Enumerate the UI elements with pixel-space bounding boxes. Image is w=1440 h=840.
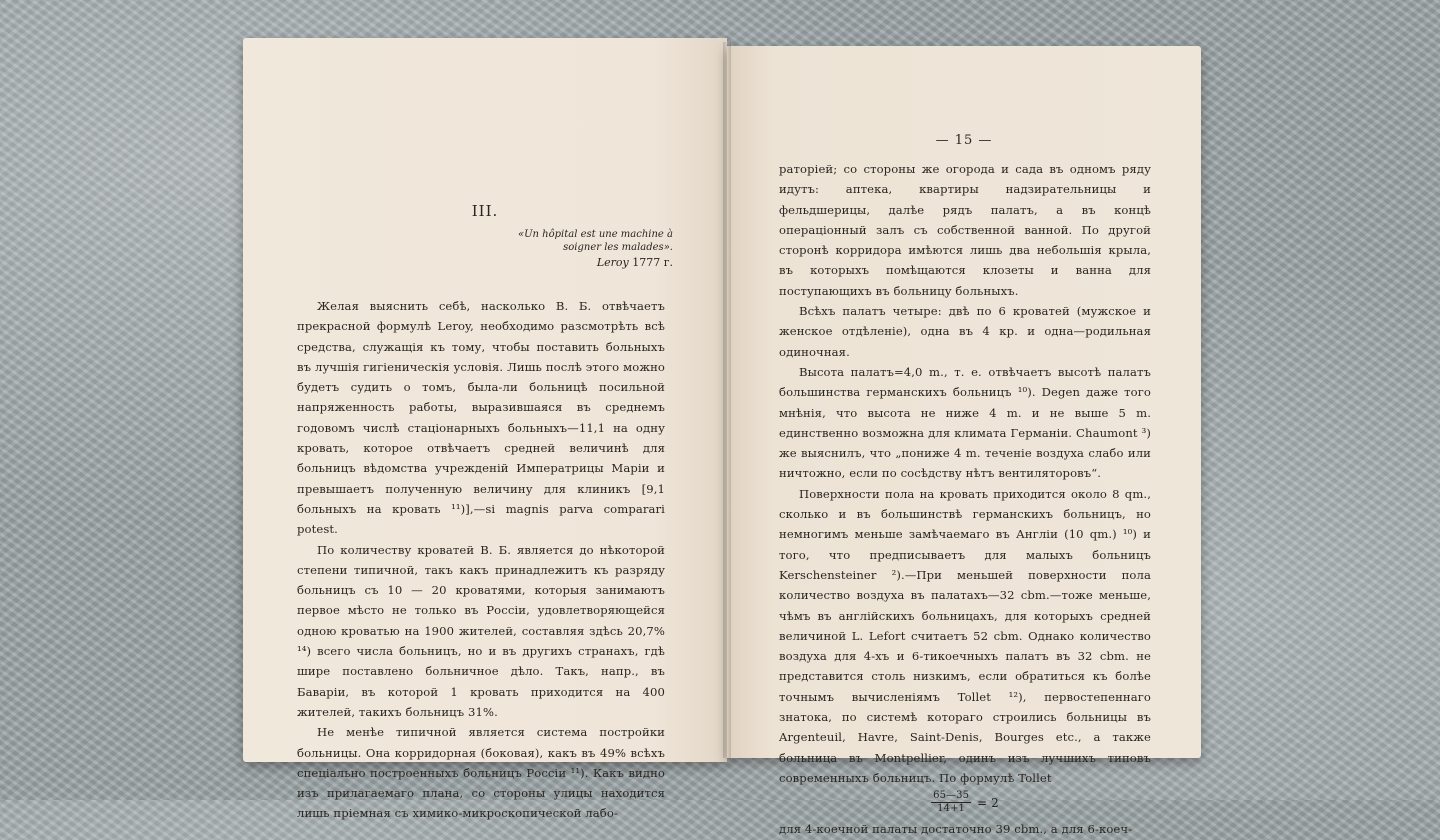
formula-fraction bbox=[931, 790, 971, 815]
paragraph: Желая выяснить себѣ, насколько В. Б. отвѣчаетъ прекрасной формулѣ Leroy, необходимо разсмотрѣть всѣ средства, служащія къ тому, чтобы поставить больныхъ въ лучшія гигіеническія условія. Лишь послѣ этого можно будетъ судить о томъ, была-ли больницѣ посильной напряженность работы, выразившаяся въ среднемъ годовомъ числѣ стаціонарныхъ больныхъ—11,1 на одну кровать, которое отвѣчаетъ средней величинѣ для больницъ вѣдомства учрежденій Императрицы Маріи и превышаетъ полученную величину для клиникъ [9,1 больныхъ на кровать ¹¹)],—si magnis parva comparari potest. bbox=[297, 299, 665, 537]
page-number: — 15 — bbox=[935, 133, 993, 148]
epigraph-quote: «Un hôpital est une machine à soigner les malades». bbox=[518, 229, 673, 253]
tollet-formula bbox=[779, 790, 1151, 815]
paragraph: для 4-коечной палаты достаточно 39 cbm., а для 6-коеч- bbox=[779, 822, 1133, 837]
right-page bbox=[727, 46, 1201, 837]
paragraph: Высота палатъ=4,0 m., т. е. отвѣчаетъ высотѣ палатъ большинства германскихъ больницъ ¹⁰). Degen даже того мнѣнія, что высота не ниже 4 m. и не выше 5 m. единственно возможна для климата Германіи. Chaumont ³) же выяснилъ, что „пониже 4 m. теченіе воздуха слабо или ничтожно, если по сосѣдству нѣтъ вентиляторовъ“. bbox=[779, 364, 1151, 481]
book-spine bbox=[723, 42, 731, 758]
right-page-body bbox=[779, 159, 1151, 840]
epigraph-author: Leroy bbox=[596, 256, 629, 269]
chapter-heading: III. bbox=[471, 202, 499, 220]
paragraph: Не менѣе типичной является система постройки больницы. Она корридорная (боковая), какъ въ 49% всѣхъ спеціально построенныхъ больницъ Россіи ¹¹). Какъ видно изъ прилагаемаго плана, со стороны улицы находится лишь пріемная съ химико-микроскопической лабо- bbox=[297, 725, 665, 821]
epigraph-year: 1777 г. bbox=[632, 256, 673, 269]
formula-denominator: 14+1 bbox=[937, 803, 966, 815]
paragraph: По количеству кроватей В. Б. является до нѣкоторой степени типичной, такъ какъ принадлежитъ къ разряду больницъ съ 10 — 20 кроватями, которыя занимаютъ первое мѣсто не только въ Россіи, удовлетворяющейся одною кроватью на 1900 жителей, составляя здѣсь 20,7% ¹⁴) всего числа больницъ, но и въ другихъ странахъ, гдѣ шире поставлено больничное дѣло. Такъ, напр., въ Баваріи, въ которой 1 кровать приходится на 400 жителей, такихъ больницъ 31%. bbox=[297, 542, 665, 719]
paragraph: раторіей; со стороны же огорода и сада въ одномъ ряду идутъ: аптека, квартиры надзирательницы и фельдшерицы, далѣе рядъ палатъ, а въ концѣ операціонный залъ съ собственной ванной. По другой сторонѣ корридора имѣются лишь два небольшія крыла, въ которыхъ помѣщаются клозеты и ванна для поступающихъ въ больницу больныхъ. bbox=[779, 162, 1151, 298]
formula-numerator: 65—35 bbox=[933, 790, 970, 802]
open-book bbox=[243, 38, 1201, 837]
epigraph-attribution bbox=[511, 256, 673, 269]
left-page-body bbox=[297, 296, 665, 824]
epigraph bbox=[511, 228, 673, 269]
paragraph: Поверхности пола на кровать приходится около 8 qm., сколько и въ большинствѣ германскихъ больницъ, но немногимъ меньше замѣчаемаго въ Англіи (10 qm.) ¹⁰) и того, что предписываетъ для малыхъ больницъ Kerschensteiner ²).—При меньшей поверхности пола количество воздуха въ палатахъ—32 cbm.—тоже меньше, чѣмъ въ англійскихъ больницахъ, для которыхъ средней величиной L. Lefort считаетъ 52 cbm. Однако количество воздуха для 4-хъ и 6-тикоечныхъ палатъ въ 32 cbm. не представится столь низкимъ, если обратиться къ болѣе точнымъ вычисленіямъ Tollet ¹²), первостепеннаго знатока, по системѣ котораго строились больницы въ Argenteuil, Havre, Saint-Denis, Bourges etc., а также больница въ Montpellier, одинъ изъ лучшихъ типовъ современныхъ больницъ. По формулѣ Tollet bbox=[779, 486, 1151, 785]
left-page bbox=[243, 38, 727, 821]
formula-result: = 2 bbox=[977, 795, 999, 810]
paragraph: Всѣхъ палатъ четыре: двѣ по 6 кроватей (мужское и женское отдѣленіе), одна въ 4 кр. и одна—родильная одиночная. bbox=[779, 304, 1151, 359]
